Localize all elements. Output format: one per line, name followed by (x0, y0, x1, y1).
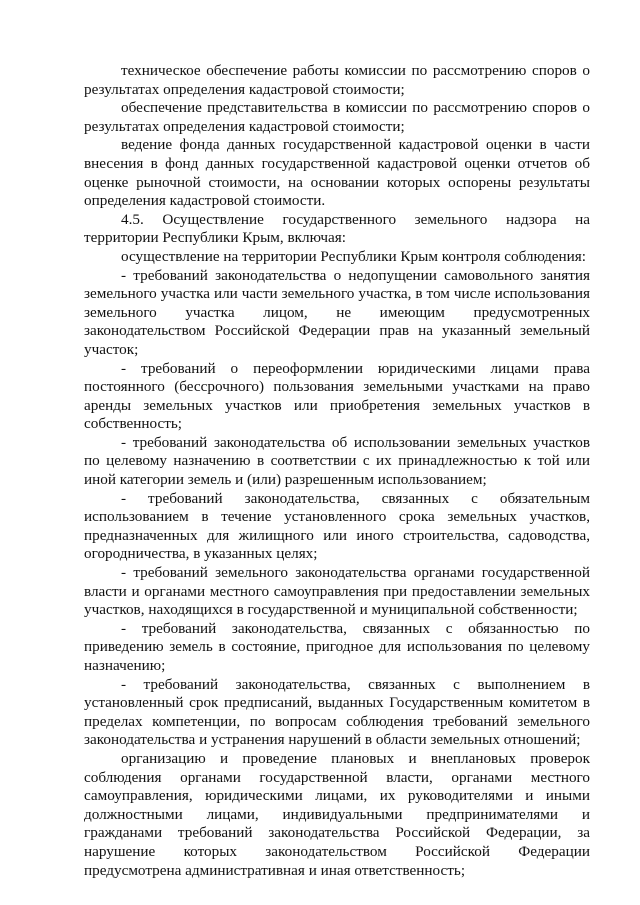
paragraph: 4.5. Осуществление государственного земельного надзора на территории Республики Крым, включая: (84, 210, 590, 247)
document-body (84, 62, 590, 880)
paragraph: техническое обеспечение работы комиссии по рассмотрению споров о результатах определения кадастровой стоимости; (84, 62, 590, 98)
paragraph: обеспечение представительства в комиссии по рассмотрению споров о результатах определения кадастровой стоимости; (84, 99, 590, 135)
paragraph: - требований о переоформлении юридическими лицами права постоянного (бессрочного) пользования земельными участками на право аренды земельных участков или приобретения земельных участков в собственность; (84, 359, 590, 433)
paragraph: - требований законодательства о недопущении самовольного занятия земельного участка или части земельного участка, в том числе использования земельного участка лицом, не имеющим предусмотренных законодательством Российской Федерации прав на указанный земельный участок; (84, 266, 590, 358)
paragraph: осуществление на территории Республики Крым контроля соблюдения: (121, 247, 587, 265)
paragraph: - требований законодательства об использовании земельных участков по целевому назначению в соответствии с их принадлежностью к той или иной категории земель и (или) разрешенным использованием; (84, 433, 590, 489)
paragraph: - требований законодательства, связанных с выполнением в установленный срок предписаний, выданных Государственным комитетом в пределах компетенции, по вопросам соблюдения требований земельного законодательства и устранения нарушений в области земельных отношений; (84, 675, 590, 749)
paragraph: - требований законодательства, связанных с обязательным использованием в течение установленного срока земельных участков, предназначенных для жилищного или иного строительства, садоводства, огородничества, в указанных целях; (84, 489, 590, 563)
paragraph: - требований земельного законодательства органами государственной власти и органами местного самоуправления при предоставлении земельных участков, находящихся в государственной и муниципальной собственности; (84, 564, 590, 619)
paragraph: организацию и проведение плановых и внеплановых проверок соблюдения органами государственной власти, органами местного самоуправления, юридическими лицами, их руководителями и иными должностными лицами, индивидуальными предпринимателями и гражданами требований законодательства Российской Федерации, за нарушение которых законодательством Российской Федерации предусмотрена административная и иная ответственность; (84, 749, 590, 879)
paragraph: - требований законодательства, связанных с обязанностью по приведению земель в состояние, пригодное для использования по целевому назначению; (84, 619, 590, 674)
paragraph: ведение фонда данных государственной кадастровой оценки в части внесения в фонд данных государственной кадастровой оценки отчетов об оценке рыночной стоимости, на основании которых оспорены результаты определения кадастровой стоимости. (84, 136, 590, 210)
